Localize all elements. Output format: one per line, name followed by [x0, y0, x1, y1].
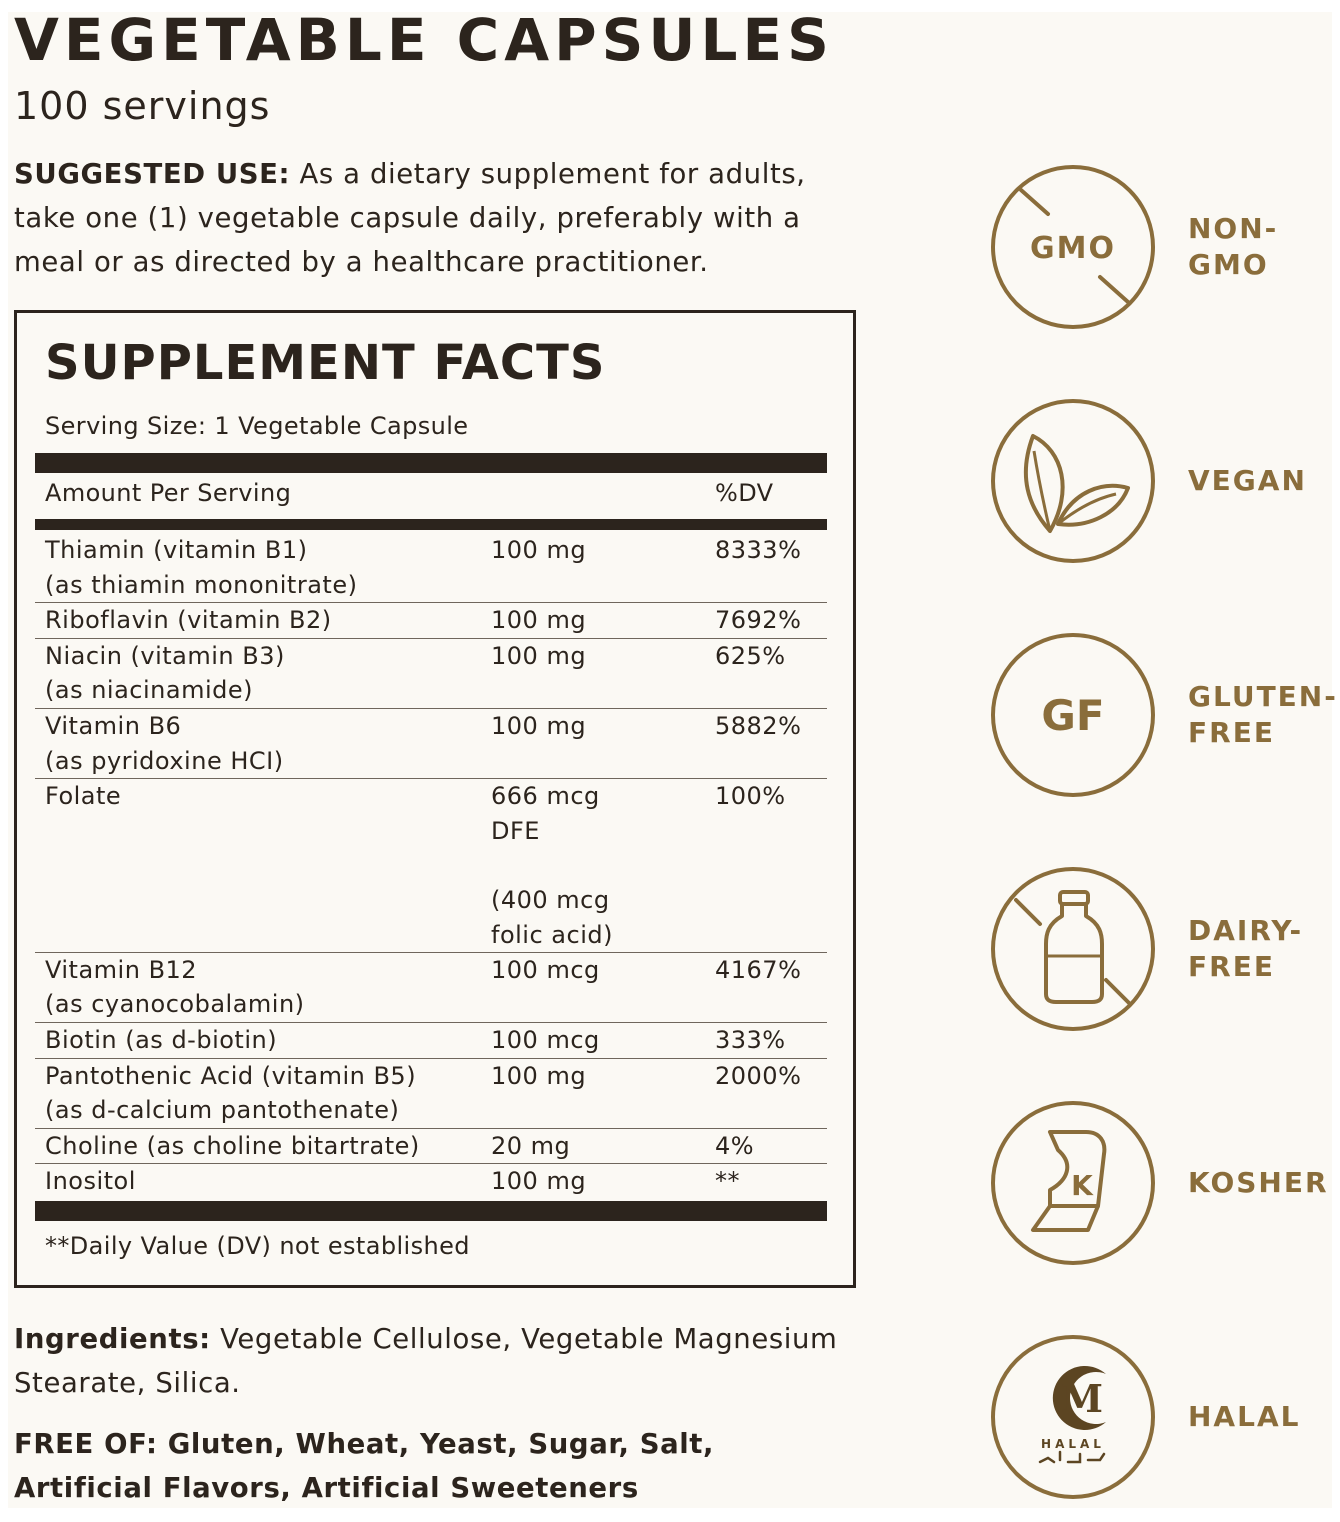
badge-halal	[988, 1332, 1328, 1502]
thick-divider	[35, 1201, 827, 1221]
badge-label: VEGAN	[1188, 464, 1307, 497]
table-row	[35, 1129, 827, 1165]
nutrient-amount: 100 mcg	[491, 1025, 600, 1054]
badge-non-gmo	[988, 162, 1328, 332]
amount-per-serving-header: Amount Per Serving	[45, 479, 292, 507]
k-icon-text: K	[1071, 1169, 1093, 1202]
nutrient-table	[35, 533, 827, 1199]
nutrient-name: Vitamin B6 (as pyridoxine HCI)	[45, 711, 284, 775]
nutrient-dv: 333%	[715, 1025, 786, 1054]
nutrient-amount: 20 mg	[491, 1131, 571, 1160]
table-row	[35, 533, 827, 603]
nutrient-dv: 625%	[715, 641, 786, 670]
nutrient-dv: **	[715, 1167, 740, 1196]
nutrient-name: Inositol	[45, 1167, 136, 1196]
gf-icon-text: GF	[1041, 691, 1105, 740]
ingredients-label: Ingredients:	[14, 1323, 211, 1355]
nutrient-amount: 666 mcg DFE (400 mcg folic acid)	[491, 782, 613, 949]
nutrient-amount: 100 mcg	[491, 955, 600, 984]
nutrient-amount: 100 mg	[491, 536, 587, 564]
halal-icon-subtext: HALAL	[1041, 1437, 1105, 1451]
nutrient-dv: 7692%	[715, 606, 802, 635]
nutrient-dv: 4%	[715, 1131, 755, 1160]
nutrient-dv: 8333%	[715, 536, 802, 564]
free-of-label: FREE OF:	[14, 1428, 158, 1460]
free-of-text: Gluten, Wheat, Yeast, Sugar, Salt, Artificial Flavors, Artificial Sweeteners	[14, 1428, 715, 1504]
nutrient-name: Riboflavin (vitamin B2)	[45, 606, 332, 635]
leaf-icon	[988, 396, 1158, 566]
nutrient-dv: 2000%	[715, 1061, 802, 1090]
badge-label: DAIRY- FREE	[1188, 914, 1304, 983]
supplement-facts-title: SUPPLEMENT FACTS	[45, 335, 606, 391]
table-row	[35, 779, 827, 953]
badge-label: NON- GMO	[1188, 212, 1279, 281]
nutrient-name: Niacin (vitamin B3) (as niacinamide)	[45, 641, 285, 705]
nutrient-dv: 100%	[715, 782, 786, 811]
badge-vegan	[988, 396, 1328, 566]
nutrient-name: Choline (as choline bitartrate)	[45, 1131, 420, 1160]
gmo-icon-text: GMO	[1030, 231, 1116, 266]
badge-kosher	[988, 1098, 1328, 1268]
nutrient-amount: 100 mg	[491, 1167, 587, 1196]
suggested-use	[14, 152, 864, 284]
ingredients-text: Vegetable Cellulose, Vegetable Magnesium Stearate, Silica.	[14, 1323, 838, 1399]
nutrient-amount: 100 mg	[491, 1061, 587, 1090]
thick-divider	[35, 519, 827, 530]
badge-label: HALAL	[1188, 1400, 1301, 1433]
servings-count: 100 servings	[14, 84, 271, 128]
badge-dairy-free	[988, 864, 1328, 1034]
table-row	[35, 1059, 827, 1129]
nutrient-name: Biotin (as d-biotin)	[45, 1025, 278, 1054]
nutrient-name: Folate	[45, 782, 122, 811]
badge-label: GLUTEN- FREE	[1188, 680, 1338, 749]
nutrient-dv: 4167%	[715, 955, 802, 984]
thick-divider	[35, 453, 827, 473]
badge-gluten-free	[988, 630, 1338, 800]
nutrient-name: Thiamin (vitamin B1) (as thiamin mononitrate)	[45, 536, 358, 599]
product-title: VEGETABLE CAPSULES	[14, 6, 834, 74]
table-row	[35, 1023, 827, 1059]
table-row	[35, 1164, 827, 1199]
kosher-icon	[988, 1098, 1158, 1268]
suggested-use-label: SUGGESTED USE:	[14, 158, 291, 190]
halal-icon	[988, 1332, 1158, 1502]
table-row	[35, 709, 827, 779]
table-row	[35, 603, 827, 639]
m-icon-text: M	[1060, 1376, 1104, 1421]
free-of	[14, 1422, 844, 1510]
nutrient-amount: 100 mg	[491, 606, 587, 635]
dv-footnote: **Daily Value (DV) not established	[45, 1232, 470, 1260]
nutrient-dv: 5882%	[715, 711, 802, 740]
gluten-free-icon	[988, 630, 1158, 800]
table-row	[35, 953, 827, 1023]
badge-label: KOSHER	[1188, 1166, 1329, 1199]
no-gmo-icon	[988, 162, 1158, 332]
serving-size: Serving Size: 1 Vegetable Capsule	[45, 412, 469, 440]
suggested-use-text: As a dietary supplement for adults, take one (1) vegetable capsule daily, preferably with a meal or as directed by a healthcare practitioner.	[14, 158, 806, 278]
daily-value-header: %DV	[715, 479, 774, 507]
nutrient-amount: 100 mg	[491, 711, 587, 740]
ingredients	[14, 1317, 864, 1405]
nutrient-name: Pantothenic Acid (vitamin B5) (as d-calcium pantothenate)	[45, 1061, 417, 1125]
no-milk-bottle-icon	[988, 864, 1158, 1034]
table-row	[35, 639, 827, 709]
facts-header-row	[45, 479, 815, 515]
nutrient-name: Vitamin B12 (as cyanocobalamin)	[45, 955, 305, 1019]
nutrient-amount: 100 mg	[491, 641, 587, 670]
supplement-facts-panel	[14, 310, 856, 1288]
